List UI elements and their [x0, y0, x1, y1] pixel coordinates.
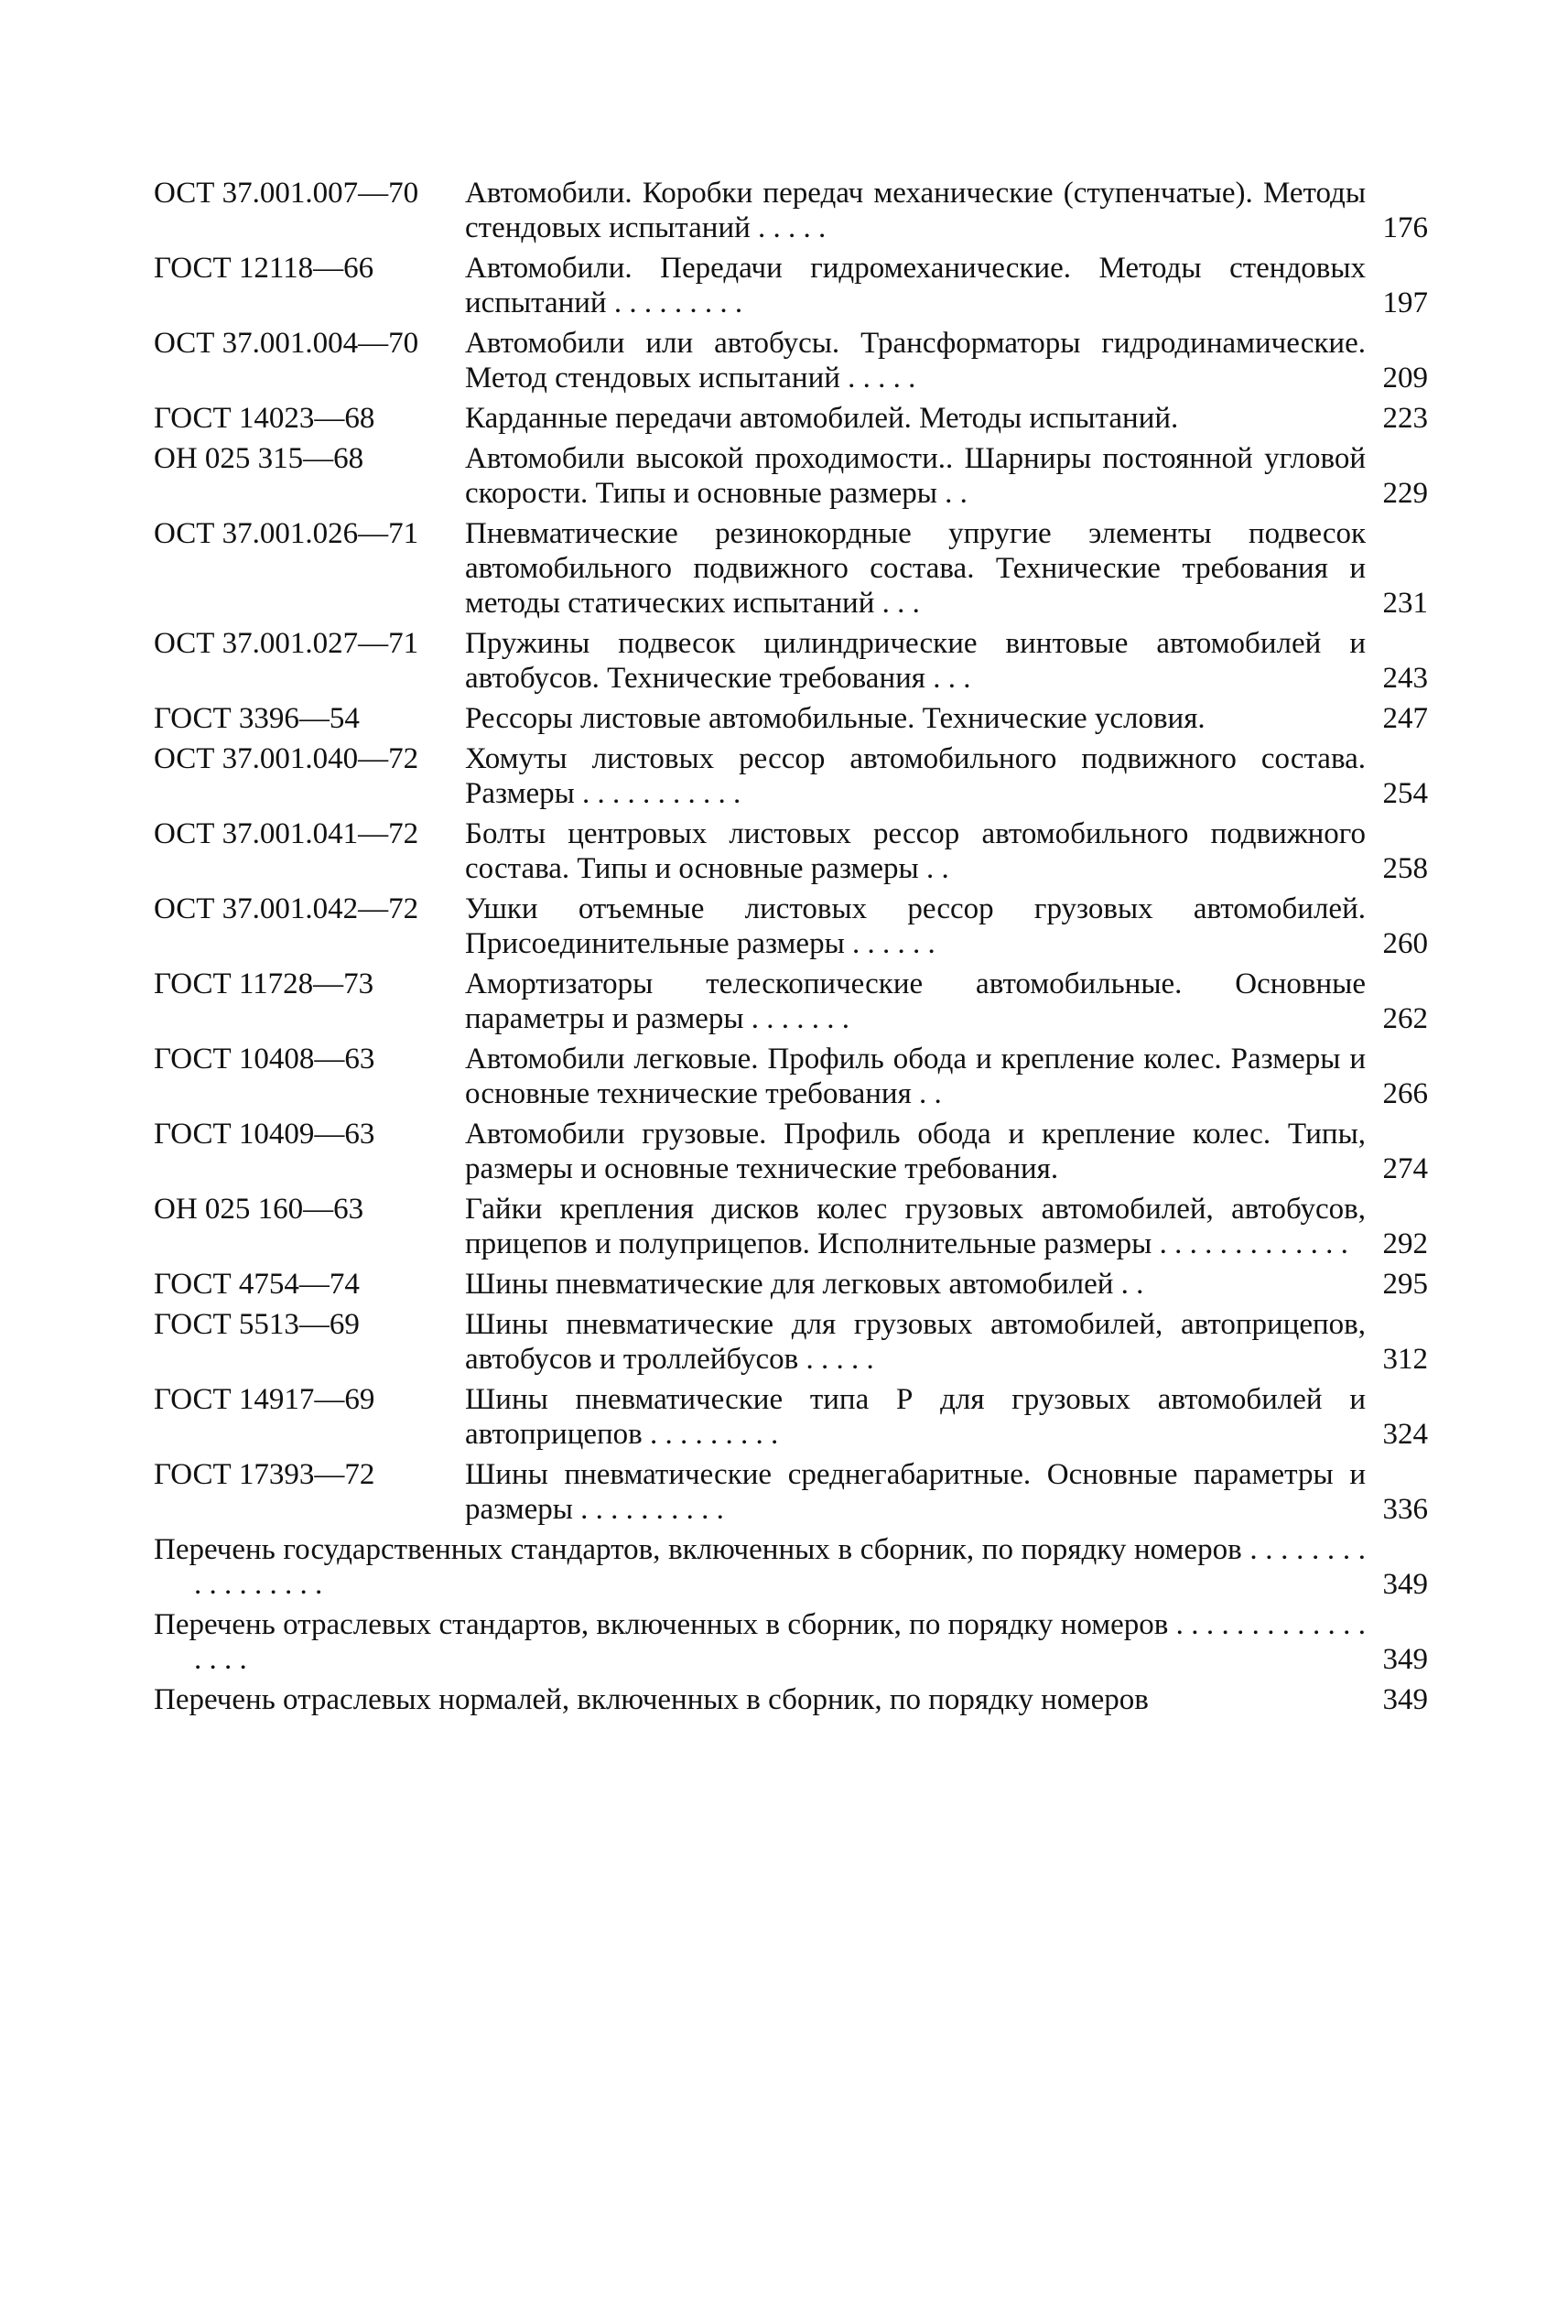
page-number: 229: [1382, 477, 1428, 510]
standard-code: ОСТ 37.001.027—71: [154, 627, 419, 660]
standard-title: Автомобили. Коробки передач механические (ступенчатые). Методы стендовых испытаний . . . . .: [465, 177, 1366, 244]
page-number: 209: [1382, 362, 1428, 395]
standard-title: Пружины подвесок цилиндрические винтовые автомобилей и автобусов. Технические требования . . .: [465, 627, 1366, 695]
standard-title: Гайки крепления дисков колес грузовых автомобилей, автобусов, прицепов и полуприцепов. Исполнительные размеры . . . . . . . . . . . . .: [465, 1193, 1366, 1260]
page-number: 266: [1382, 1077, 1428, 1110]
index-list-entry: [154, 1682, 1428, 1717]
toc-entry: [154, 401, 1428, 436]
standard-code: ГОСТ 12118—66: [154, 252, 374, 285]
standard-title: Автомобили высокой проходимости.. Шарниры постоянной угловой скорости. Типы и основные размеры . .: [465, 442, 1366, 510]
page-number: 349: [1382, 1643, 1428, 1676]
page-number: 258: [1382, 852, 1428, 885]
page-number: 231: [1382, 587, 1428, 620]
page-number: 197: [1382, 286, 1428, 319]
toc-entry: [154, 1267, 1428, 1302]
toc-entry: [154, 1117, 1428, 1186]
toc-entry: [154, 816, 1428, 886]
standard-code: ГОСТ 3396—54: [154, 702, 360, 735]
standard-code: ГОСТ 14917—69: [154, 1383, 375, 1416]
page-number: 254: [1382, 777, 1428, 810]
index-list-entry: [154, 1532, 1428, 1602]
table-of-contents: [154, 176, 1428, 1723]
page-number: 295: [1382, 1268, 1428, 1301]
page-number: 349: [1382, 1568, 1428, 1601]
toc-entry: [154, 176, 1428, 245]
toc-entry: [154, 1457, 1428, 1527]
page-number: 324: [1382, 1418, 1428, 1451]
standard-code: ГОСТ 4754—74: [154, 1268, 360, 1301]
standard-code: ГОСТ 11728—73: [154, 967, 374, 1000]
standard-title: Хомуты листовых рессор автомобильного подвижного состава. Размеры . . . . . . . . . . .: [465, 742, 1366, 810]
standard-code: ОН 025 315—68: [154, 442, 364, 475]
standard-code: ГОСТ 10408—63: [154, 1043, 375, 1076]
standard-code: ОН 025 160—63: [154, 1193, 364, 1226]
standard-title: Шины пневматические среднегабаритные. Основные параметры и размеры . . . . . . . . . .: [465, 1458, 1366, 1526]
index-list-title: Перечень отраслевых стандартов, включенных в сборник, по порядку номеров . . . . . . . . . . . . . . . . .: [154, 1608, 1366, 1676]
standard-code: ГОСТ 5513—69: [154, 1308, 360, 1341]
index-list-title: Перечень отраслевых нормалей, включенных в сборник, по порядку номеров: [154, 1683, 1149, 1716]
standard-title: Ушки отъемные листовых рессор грузовых автомобилей. Присоединительные размеры . . . . . .: [465, 892, 1366, 960]
toc-entry: [154, 1042, 1428, 1111]
page-number: 223: [1382, 402, 1428, 435]
standard-title: Автомобили. Передачи гидромеханические. Методы стендовых испытаний . . . . . . . . .: [465, 252, 1366, 319]
index-list-entry: [154, 1607, 1428, 1677]
index-list-title: Перечень государственных стандартов, включенных в сборник, по порядку номеров . . . . . . . . . . . . . . . . .: [154, 1533, 1366, 1601]
standard-code: ОСТ 37.001.004—70: [154, 327, 419, 360]
standard-code: ОСТ 37.001.042—72: [154, 892, 419, 925]
toc-entry: [154, 701, 1428, 736]
toc-entry: [154, 1307, 1428, 1377]
standard-title: Автомобили легковые. Профиль обода и крепление колес. Размеры и основные технические требования . .: [465, 1043, 1366, 1110]
page-number: 247: [1382, 702, 1428, 735]
toc-entry: [154, 892, 1428, 961]
page-number: 176: [1382, 211, 1428, 244]
page-number: 260: [1382, 927, 1428, 960]
page-number: 274: [1382, 1152, 1428, 1185]
toc-entry: [154, 251, 1428, 320]
standard-code: ОСТ 37.001.007—70: [154, 177, 419, 210]
page-number: 312: [1382, 1343, 1428, 1376]
standard-title: Автомобили грузовые. Профиль обода и крепление колес. Типы, размеры и основные технические требования.: [465, 1118, 1366, 1185]
page-number: 349: [1382, 1683, 1428, 1716]
standard-title: Болты центровых листовых рессор автомобильного подвижного состава. Типы и основные размеры . .: [465, 817, 1366, 885]
standard-code: ГОСТ 14023—68: [154, 402, 375, 435]
standard-code: ОСТ 37.001.026—71: [154, 517, 419, 550]
toc-entry: [154, 741, 1428, 811]
standard-title: Амортизаторы телескопические автомобильные. Основные параметры и размеры . . . . . . .: [465, 967, 1366, 1035]
standard-title: Шины пневматические типа Р для грузовых автомобилей и автоприцепов . . . . . . . . .: [465, 1383, 1366, 1451]
page-number: 336: [1382, 1493, 1428, 1526]
standard-title: Карданные передачи автомобилей. Методы испытаний.: [465, 402, 1179, 435]
standard-code: ОСТ 37.001.040—72: [154, 742, 419, 775]
toc-entry: [154, 1192, 1428, 1261]
page-number: 262: [1382, 1002, 1428, 1035]
standard-title: Автомобили или автобусы. Трансформаторы гидродинамические. Метод стендовых испытаний . . . . .: [465, 327, 1366, 395]
toc-entry: [154, 441, 1428, 511]
standard-code: ГОСТ 17393—72: [154, 1458, 375, 1491]
toc-entry: [154, 967, 1428, 1036]
toc-entry: [154, 1382, 1428, 1452]
standard-title: Шины пневматические для грузовых автомобилей, автоприцепов, автобусов и троллейбусов . . . . .: [465, 1308, 1366, 1376]
page-number: 243: [1382, 662, 1428, 695]
standard-title: Пневматические резинокордные упругие элементы подвесок автомобильного подвижного состава. Технические требования и методы статических испытаний . . .: [465, 517, 1366, 620]
toc-entry: [154, 626, 1428, 696]
standard-title: Шины пневматические для легковых автомобилей . .: [465, 1268, 1144, 1301]
standard-code: ГОСТ 10409—63: [154, 1118, 375, 1151]
toc-entry: [154, 516, 1428, 621]
toc-entry: [154, 326, 1428, 395]
standard-code: ОСТ 37.001.041—72: [154, 817, 419, 850]
standard-title: Рессоры листовые автомобильные. Технические условия.: [465, 702, 1206, 735]
page-number: 292: [1382, 1227, 1428, 1260]
